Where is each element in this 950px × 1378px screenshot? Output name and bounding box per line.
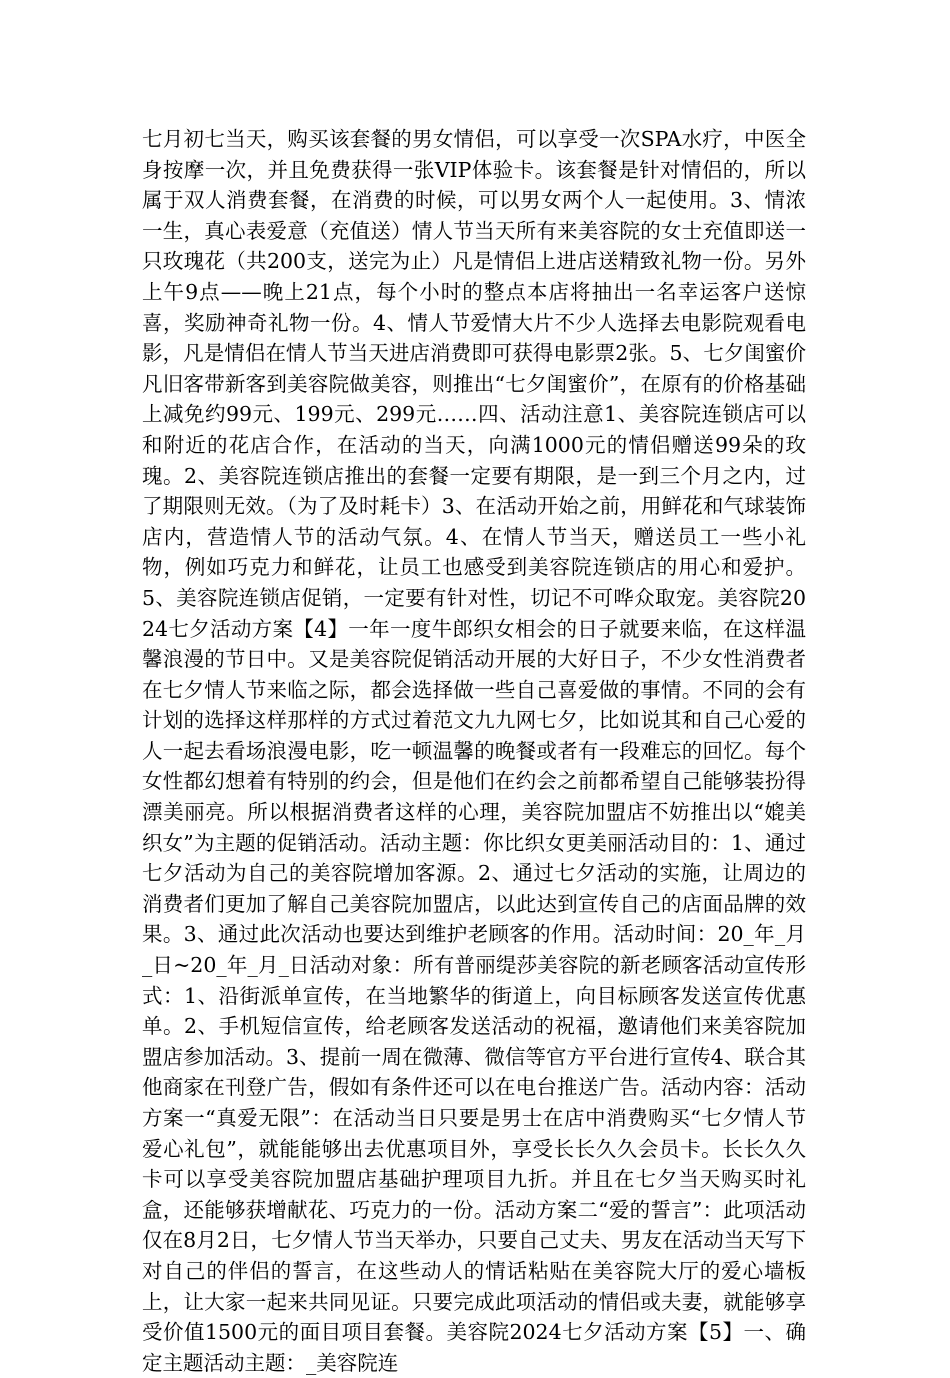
- document-body-text: 七月初七当天，购买该套餐的男女情侣，可以享受一次SPA水疗，中医全身按摩一次，并且免费获得一张VIP体验卡。该套餐是针对情侣的，所以属于双人消费套餐，在消费的时候，可以男女两个人一起使用。3、情浓一生，真心表爱意（充值送）情人节当天所有来美容院的女士充值即送一只玫瑰花（共200支，送完为止）凡是情侣上进店送精致礼物一份。另外上午9点——晚上21点，每个小时的整点本店将抽出一名幸运客户送惊喜，奖励神奇礼物一份。4、情人节爱情大片不少人选择去电影院观看电影，凡是情侣在情人节当天进店消费即可获得电影票2张。5、七夕闺蜜价凡旧客带新客到美容院做美容，则推出“七夕闺蜜价”，在原有的价格基础上减免约99元、199元、299元……四、活动注意1、美容院连锁店可以和附近的花店合作，在活动的当天，向满1000元的情侣赠送99朵的玫瑰。2、美容院连锁店推出的套餐一定要有期限，是一到三个月之内，过了期限则无效。（为了及时耗卡）3、在活动开始之前，用鲜花和气球装饰店内，营造情人节的活动气氛。4、在情人节当天，赠送员工一些小礼物，例如巧克力和鲜花，让员工也感受到美容院连锁店的用心和爱护。5、美容院连锁店促销，一定要有针对性，切记不可哗众取宠。美容院2024七夕活动方案【4】一年一度牛郎织女相会的日子就要来临，在这样温馨浪漫的节日中。又是美容院促销活动开展的大好日子，不少女性消费者在七夕情人节来临之际，都会选择做一些自己喜爱做的事情。不同的会有计划的选择这样那样的方式过着范文九九网七夕，比如说其和自己心爱的人一起去看场浪漫电影，吃一顿温馨的晚餐或者有一段难忘的回忆。每个女性都幻想着有特别的约会，但是他们在约会之前都希望自己能够装扮得漂美丽亮。所以根据消费者这样的心理，美容院加盟店不妨推出以“媲美织女”为主题的促销活动。活动主题：你比织女更美丽活动目的：1、通过七夕活动为自己的美容院增加客源。2、通过七夕活动的实施，让周边的消费者们更加了解自己美容院加盟店，以此达到宣传自己的店面品牌的效果。3、通过此次活动也要达到维护老顾客的作用。活动时间：20_年_月_日~20_年_月_日活动对象：所有普丽缇莎美容院的新老顾客活动宣传形式：1、沿街派单宣传，在当地繁华的街道上，向目标顾客发送宣传优惠单。2、手机短信宣传，给老顾客发送活动的祝福，邀请他们来美容院加盟店参加活动。3、提前一周在微薄、微信等官方平台进行宣传4、联合其他商家在刊登广告，假如有条件还可以在电台推送广告。活动内容：活动方案一“真爱无限”：在活动当日只要是男士在店中消费购买“七夕情人节爱心礼包”，就能能够出去优惠项目外，享受长长久久会员卡。长长久久卡可以享受美容院加盟店基础护理项目九折。并且在七夕当天购买时礼盒，还能够获增献花、巧克力的一份。活动方案二“爱的誓言”：此项活动仅在8月2日，七夕情人节当天举办，只要自己丈夫、男友在活动当天写下对自己的伴侣的誓言，在这些动人的情话粘贴在美容院大厅的爱心墙板上，让大家一起来共同见证。只要完成此项活动的情侣或夫妻，就能够享受价值1500元的面目项目套餐。美容院2024七夕活动方案【5】一、确定主题活动主题：_美容院连: [142, 127, 806, 1375]
